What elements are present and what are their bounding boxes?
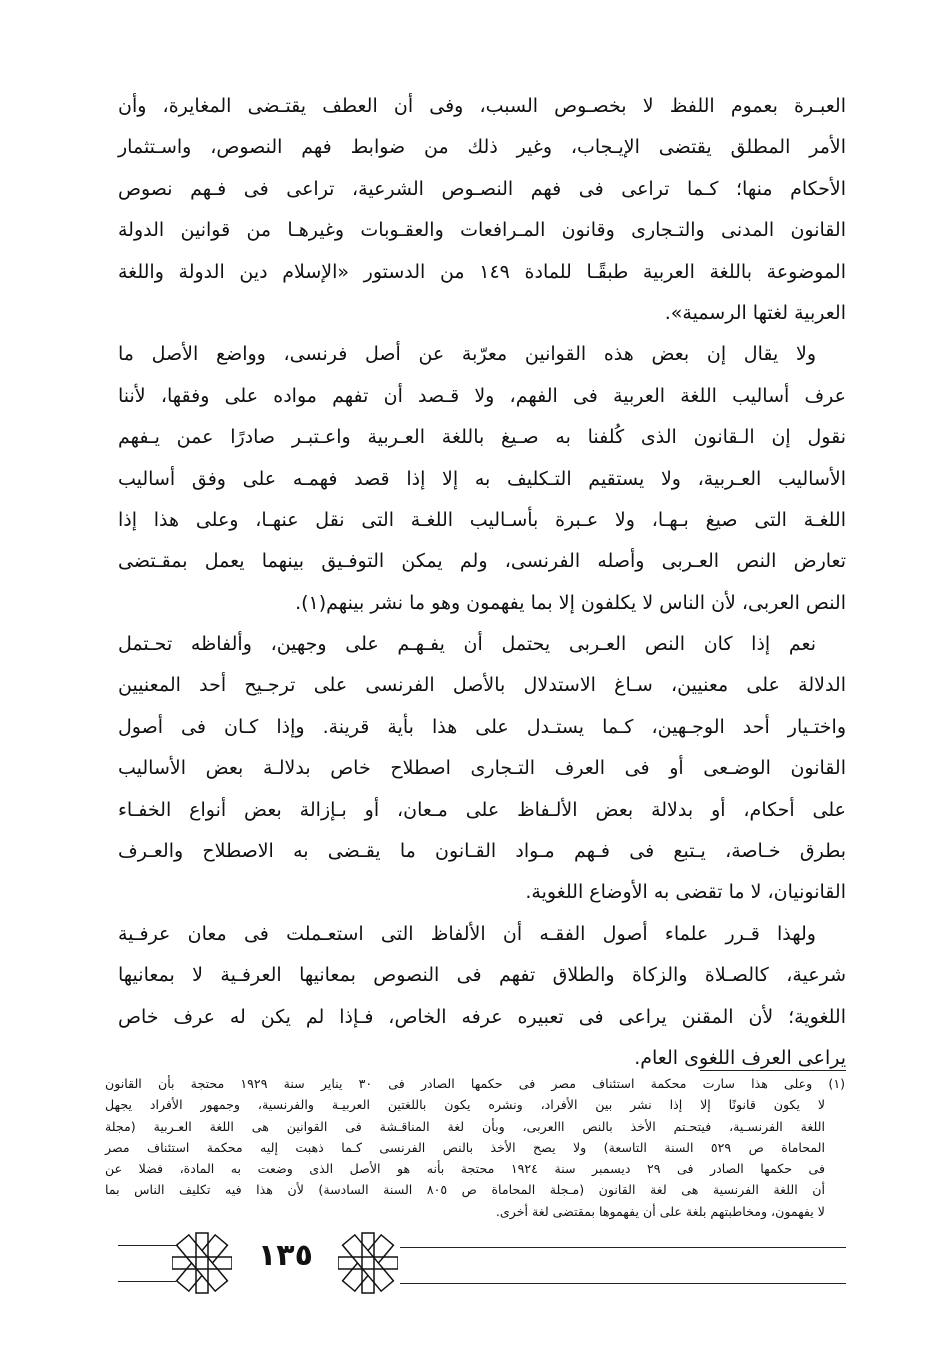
text-line: القانونيان، لا ما تقضى به الأوضاع اللغوية.	[525, 881, 846, 904]
footnote-separator	[700, 1070, 846, 1071]
text-line: على أحكام، أو بدلالة بعض الألـفاظ على مـعان، أو بـإزالة بعض أنواع الخفـاء	[118, 798, 846, 821]
star-ornament-icon	[172, 1232, 232, 1294]
footnote-line: (١) وعلى هذا سارت محكمة استئناف مصر فى حكمها الصادر فى ٣٠ يناير سنة ١٩٢٩ محتجة بأن القانون	[105, 1076, 845, 1091]
text-line: الموضوعة باللغة العربية طبقًـا للمادة ١٤٩ من الدستور «الإسلام دين الدولة واللغة	[118, 260, 846, 283]
text-line: واختـيار أحد الوجـهين، كـما يستـدل على هذا بأية قرينة. وإذا كـان فى أصول	[118, 715, 846, 738]
text-line: اللغوية؛ لأن المقنن يراعى فى تعبيره عرفه الخاص، فـإذا لم يكن له عرف خاص	[118, 1005, 846, 1028]
text-line: العبـرة بعموم اللفظ لا بخصـوص السبب، وفى أن العطف يقتـضى المغايرة، وأن	[118, 95, 846, 117]
text-line: عرف أساليب اللغة العربية فى الفهم، ولا قـصد أن تفهم مواده على وفقها، لأننا	[118, 384, 846, 407]
text-line: ولهذا قـرر علماء أصول الفقـه أن الألفاظ التى استعـملت فى معان عرفـية	[118, 922, 816, 945]
text-line: نقول إن الـقانون الذى كُلفنا به صـيغ باللغة العـربية واعـتبـر صادرًا عمن يـفهم	[118, 426, 846, 449]
footnote-line: أن اللغة الفرنسية هى لغة القانون (مـجلة المحاماة ص ٨٠٥ السنة السادسة) لأن هذا فيه تكليف الناس بما	[105, 1182, 825, 1198]
text-line: الأحكام منها؛ كـما تراعى فى فهم النصـوص الشرعية، تراعى فى فـهم نصوص	[118, 177, 846, 200]
text-line: ولا يقال إن بعض هذه القوانين معرّبة عن أصل فرنسى، وواضع الأصل ما	[118, 343, 816, 366]
footer-rule-right-top	[400, 1247, 846, 1248]
footnote-line: المحاماة ص ٥٢٩ السنة التاسعة) ولا يصح الأخذ بالنص الفرنسى كـما ذهبت إليه محكمة استئناف مصر	[105, 1139, 826, 1155]
footer-rule-left-bottom	[118, 1281, 176, 1282]
star-ornament-icon	[338, 1232, 398, 1294]
text-line: نعم إذا كان النص العـربى يحتمل أن يفـهـم على وجهين، وألفاظه تحـتمل	[118, 633, 816, 656]
footnote-line: لا يكون قانونًا إلا إذا نشر بين الأفراد، ونشره يكون باللغتين العربيـة والفرنسية، وجمهور الأفراد يجهل	[105, 1097, 825, 1113]
text-line: القانون الوضـعى أو فى العرف التـجارى اصطلاح خاص بدلالـة بعض الأساليب	[118, 757, 846, 780]
text-line: الأساليب العـربية، ولا يستقيم التـكليف به إلا إذا قصد فهمـه على وفق أساليب	[118, 467, 846, 490]
footnote-line: لا يفهمون، ومخاطبتهم بلغة على أن يفهموها بمقتضى لغة أخرى.	[495, 1203, 825, 1219]
page-footer	[0, 1225, 932, 1295]
text-line: اللغـة التى صيغ بـهـا، ولا عـبرة بأسـاليب اللغـة التى نقل عنهـا، وعلى هذا إذا	[118, 508, 846, 531]
main-text	[118, 86, 846, 1079]
page-number: ١٣٥	[258, 1238, 313, 1273]
text-line: النص العربى، لأن الناس لا يكلفون إلا بما يفهمون وهو ما نشر بينهم(١).	[295, 591, 846, 614]
text-line: العربية لغتها الرسمية».	[664, 301, 846, 324]
text-line: تعارض النص العـربى وأصله الفرنسى، ولم يمكن التوفـيق بينهما يعمل بمقـتضى	[118, 550, 846, 573]
footer-rule-right-bottom	[400, 1283, 846, 1284]
text-line: الدلالة على معنيين، سـاغ الاستدلال بالأصل الفرنسى على ترجـيح أحد المعنيين	[118, 674, 846, 697]
footnotes	[105, 1073, 845, 1222]
text-line: بطرق خـاصة، يـتبع فى فـهم مـواد القـانون ما يقـضى به الاصطلاح والعـرف	[118, 840, 846, 863]
text-line: يراعى العرف اللغوى العام.	[634, 1046, 846, 1069]
footnote-line: فى حكمها الصادر فى ٢٩ ديسمبر سنة ١٩٢٤ محتجة بأنه هو الأصل الذى وضعت به المادة، فضلا عن	[105, 1161, 826, 1177]
text-line: الأمر المطلق يقتضى الإيـجاب، وغير ذلك من ضوابط فهم النصوص، واسـتثمار	[118, 136, 846, 159]
footnote-line: اللغة الفرنسـية، فيتحـتم الأخذ بالنص االعربى، وبأن لغة المناقـشة فى القوانين هى اللغة العـربية (مجلة	[105, 1118, 825, 1134]
text-line: شرعية، كالصـلاة والزكاة والطلاق تفهم فى النصوص بمعانيها العرفـية لا بمعانيها	[118, 964, 846, 987]
footer-rule-left-top	[118, 1245, 176, 1246]
text-line: القانون المدنى والتـجارى وقانون المـرافعات والعقـوبات وغيرهـا من قوانين الدولة	[118, 219, 846, 242]
